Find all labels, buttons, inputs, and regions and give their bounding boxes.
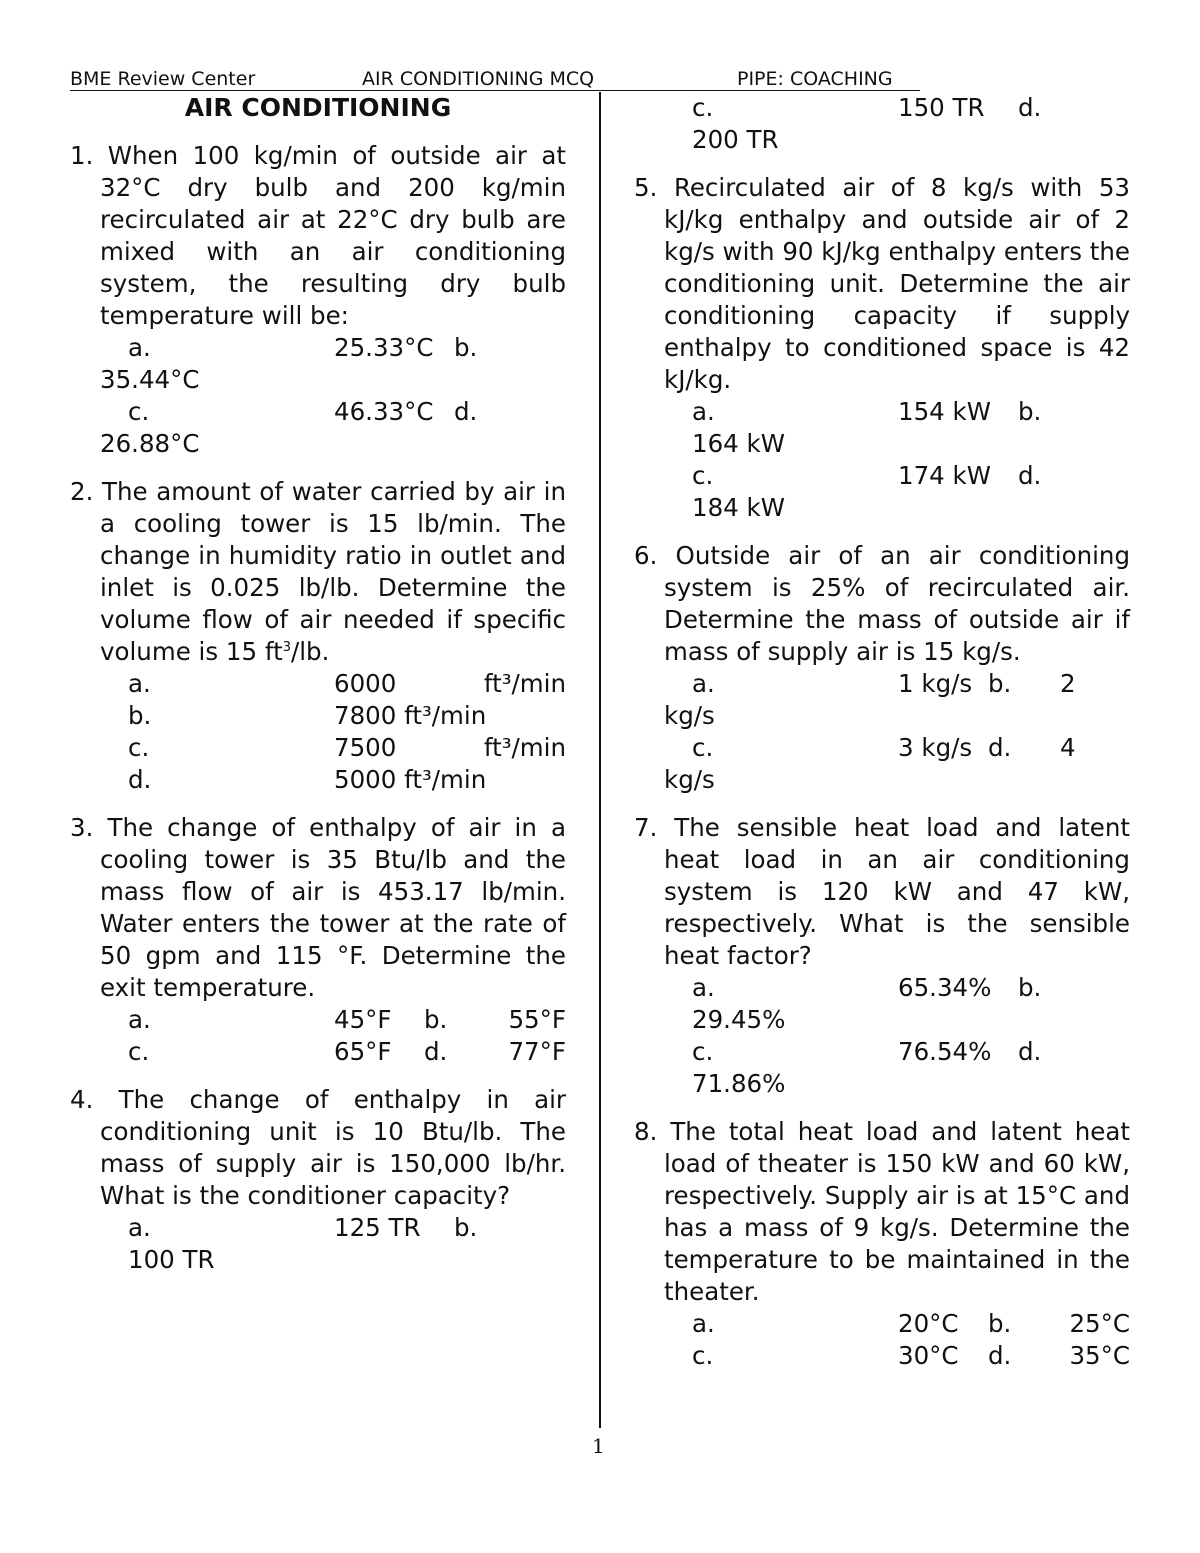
- option-row: [692, 1036, 1130, 1068]
- option-a-value: 20°C: [898, 1309, 959, 1338]
- superscript: 3: [282, 639, 291, 655]
- option-a-label: a.: [692, 397, 715, 426]
- option-row: [692, 1340, 1130, 1372]
- option-d-value: 4: [1060, 733, 1076, 762]
- option-d-value: 26.88°C: [100, 429, 200, 458]
- option-d-value: 35°C: [1069, 1341, 1130, 1370]
- option-b-label: b.: [988, 1309, 1012, 1338]
- option-c-value: 3 kg/s: [898, 733, 973, 762]
- option-row: [692, 396, 1130, 428]
- option-a-value: 1 kg/s: [898, 669, 973, 698]
- option-b-label: b.: [454, 1213, 478, 1242]
- option-d-label: d.: [424, 1037, 448, 1066]
- option-c-value: 30°C: [898, 1341, 959, 1370]
- question-number: 2.: [70, 477, 94, 506]
- page-number: 1: [592, 1434, 605, 1458]
- question-text: [70, 476, 566, 668]
- option-d-label: d.: [454, 397, 478, 426]
- option-d-label: d.: [1018, 461, 1042, 490]
- option-row: [128, 396, 566, 428]
- option-d-label: d.: [128, 765, 152, 794]
- question-body-end: /lb.: [290, 637, 330, 666]
- option-c-label: c.: [128, 1037, 150, 1066]
- option-d-value: 184 kW: [692, 493, 785, 522]
- option-a-unit: ft³/min: [483, 669, 566, 698]
- question-number: 7.: [634, 813, 658, 842]
- question-3: [70, 812, 566, 1068]
- question-7: [634, 812, 1130, 1100]
- option-c-label: c.: [692, 93, 714, 122]
- option-a-value: 45°F: [334, 1005, 392, 1034]
- question-number: 6.: [634, 541, 658, 570]
- question-8: [634, 1116, 1130, 1372]
- option-a-label: a.: [692, 669, 715, 698]
- option-c-value: 174 kW: [898, 461, 991, 490]
- option-b-value: 2: [1060, 669, 1076, 698]
- option-a-value: 6000: [334, 669, 397, 698]
- question-text: [634, 1116, 1130, 1308]
- option-c-value: 76.54%: [898, 1037, 992, 1066]
- option-row: [692, 1308, 1130, 1340]
- option-a-label: a.: [692, 973, 715, 1002]
- option-row: [692, 668, 1130, 700]
- option-row: [692, 972, 1130, 1004]
- question-text: [70, 1084, 566, 1212]
- question-number: 5.: [634, 173, 658, 202]
- question-text: [634, 172, 1130, 396]
- option-b-value: 25°C: [1069, 1309, 1130, 1338]
- option-b-value: 164 kW: [692, 429, 785, 458]
- option-d-value: 200 TR: [692, 125, 779, 154]
- option-b-value: 35.44°C: [100, 365, 200, 394]
- question-body: The change of enthalpy of air in a cooling tower is 35 Btu/lb and the mass flow of air is 453.17 lb/min. Water enters the tower at the rate of 50 gpm and 115 °F. Determine the exit temperature.: [100, 813, 566, 1002]
- question-text: [70, 812, 566, 1004]
- question-number: 3.: [70, 813, 94, 842]
- question-body: The total heat load and latent heat load of theater is 150 kW and 60 kW, respectively. Supply air is at 15°C and has a mass of 9 kg/s. Determine the temperature to be maintained in the theater.: [664, 1117, 1130, 1306]
- option-a-value: 25.33°C: [334, 333, 434, 362]
- option-row: [128, 764, 566, 796]
- option-row: [692, 732, 1130, 764]
- left-column: [70, 92, 566, 1292]
- option-b-label: b.: [454, 333, 478, 362]
- option-row: [128, 668, 566, 700]
- option-b-value: 100 TR: [128, 1245, 215, 1274]
- option-row: [128, 700, 566, 732]
- page-title: AIR CONDITIONING: [184, 93, 452, 122]
- option-row: [128, 732, 566, 764]
- option-a-label: a.: [128, 1005, 151, 1034]
- option-b-label: b.: [424, 1005, 448, 1034]
- option-c-label: c.: [128, 733, 150, 762]
- option-d-label: d.: [1018, 93, 1042, 122]
- option-a-label: a.: [692, 1309, 715, 1338]
- option-row: [692, 460, 1130, 492]
- option-b-label: b.: [128, 701, 152, 730]
- option-row: [128, 1004, 566, 1036]
- option-row: [128, 332, 566, 364]
- page-header: [70, 68, 920, 91]
- question-body: When 100 kg/min of outside air at 32°C dry bulb and 200 kg/min recirculated air at 22°C dry bulb are mixed with an air conditioning system, the resulting dry bulb temperature will be:: [100, 141, 566, 330]
- option-d-value: 5000 ft³/min: [334, 765, 487, 794]
- option-d-label: d.: [988, 1341, 1012, 1370]
- option-a-value: 65.34%: [898, 973, 992, 1002]
- option-b-label: b.: [1018, 973, 1042, 1002]
- question-5: [634, 172, 1130, 524]
- header-left-text: BME Review Center: [70, 68, 256, 90]
- option-a-value: 154 kW: [898, 397, 991, 426]
- option-b-label: b.: [988, 669, 1012, 698]
- option-d-label: d.: [988, 733, 1012, 762]
- option-c-label: c.: [692, 733, 714, 762]
- header-center-text: AIR CONDITIONING MCQ: [362, 68, 595, 90]
- question-number: 1.: [70, 141, 94, 170]
- question-text: [70, 140, 566, 332]
- option-row: [128, 1212, 566, 1244]
- question-body: Outside air of an air conditioning system is 25% of recirculated air. Determine the mass of outside air if mass of supply air is 15 kg/s.: [664, 541, 1130, 666]
- option-c-unit: ft³/min: [483, 733, 566, 762]
- question-4: [70, 1084, 566, 1276]
- option-a-label: a.: [128, 333, 151, 362]
- option-row: [692, 92, 1130, 124]
- option-c-value: 150 TR: [898, 93, 985, 122]
- option-c-label: c.: [692, 1037, 714, 1066]
- question-body: The sensible heat load and latent heat load in an air conditioning system is 120 kW and 47 kW, respectively. What is the sensible heat factor?: [664, 813, 1131, 970]
- question-body: The change of enthalpy in air conditioning unit is 10 Btu/lb. The mass of supply air is 150,000 lb/hr. What is the conditioner capacity?: [100, 1085, 566, 1210]
- question-number: 8.: [634, 1117, 658, 1146]
- option-a-value: 125 TR: [334, 1213, 421, 1242]
- option-b-value: 29.45%: [692, 1005, 786, 1034]
- option-c-value: 46.33°C: [334, 397, 434, 426]
- question-body: The amount of water carried by air in a cooling tower is 15 lb/min. The change in humidity ratio in outlet and inlet is 0.025 lb/lb. Determine the volume flow of air needed if specific volume is 15 ft: [100, 477, 566, 666]
- option-c-label: c.: [692, 461, 714, 490]
- question-1: [70, 140, 566, 460]
- right-column: [634, 92, 1130, 1388]
- question-2: [70, 476, 566, 796]
- option-d-unit: kg/s: [664, 765, 715, 794]
- option-b-value: 7800 ft³/min: [334, 701, 487, 730]
- option-d-value: 77°F: [508, 1037, 566, 1066]
- question-6: [634, 540, 1130, 796]
- option-b-unit: kg/s: [664, 701, 715, 730]
- option-c-label: c.: [128, 397, 150, 426]
- option-a-label: a.: [128, 1213, 151, 1242]
- question-text: [634, 540, 1130, 668]
- option-c-value: 65°F: [334, 1037, 392, 1066]
- option-a-label: a.: [128, 669, 151, 698]
- option-c-value: 7500: [334, 733, 397, 762]
- question-4-continued: [634, 92, 1130, 156]
- option-d-value: 71.86%: [692, 1069, 786, 1098]
- question-body: Recirculated air of 8 kg/s with 53 kJ/kg enthalpy and outside air of 2 kg/s with 90 kJ/kg enthalpy enters the conditioning unit. Determine the air conditioning capacity if supply enthalpy to conditioned space is 42 kJ/kg.: [664, 173, 1131, 394]
- option-row: [128, 1036, 566, 1068]
- option-b-value: 55°F: [508, 1005, 566, 1034]
- question-number: 4.: [70, 1085, 94, 1114]
- column-divider: [599, 92, 601, 1428]
- option-d-label: d.: [1018, 1037, 1042, 1066]
- option-c-label: c.: [692, 1341, 714, 1370]
- option-b-label: b.: [1018, 397, 1042, 426]
- question-text: [634, 812, 1130, 972]
- header-right-text: PIPE: COACHING: [737, 68, 893, 90]
